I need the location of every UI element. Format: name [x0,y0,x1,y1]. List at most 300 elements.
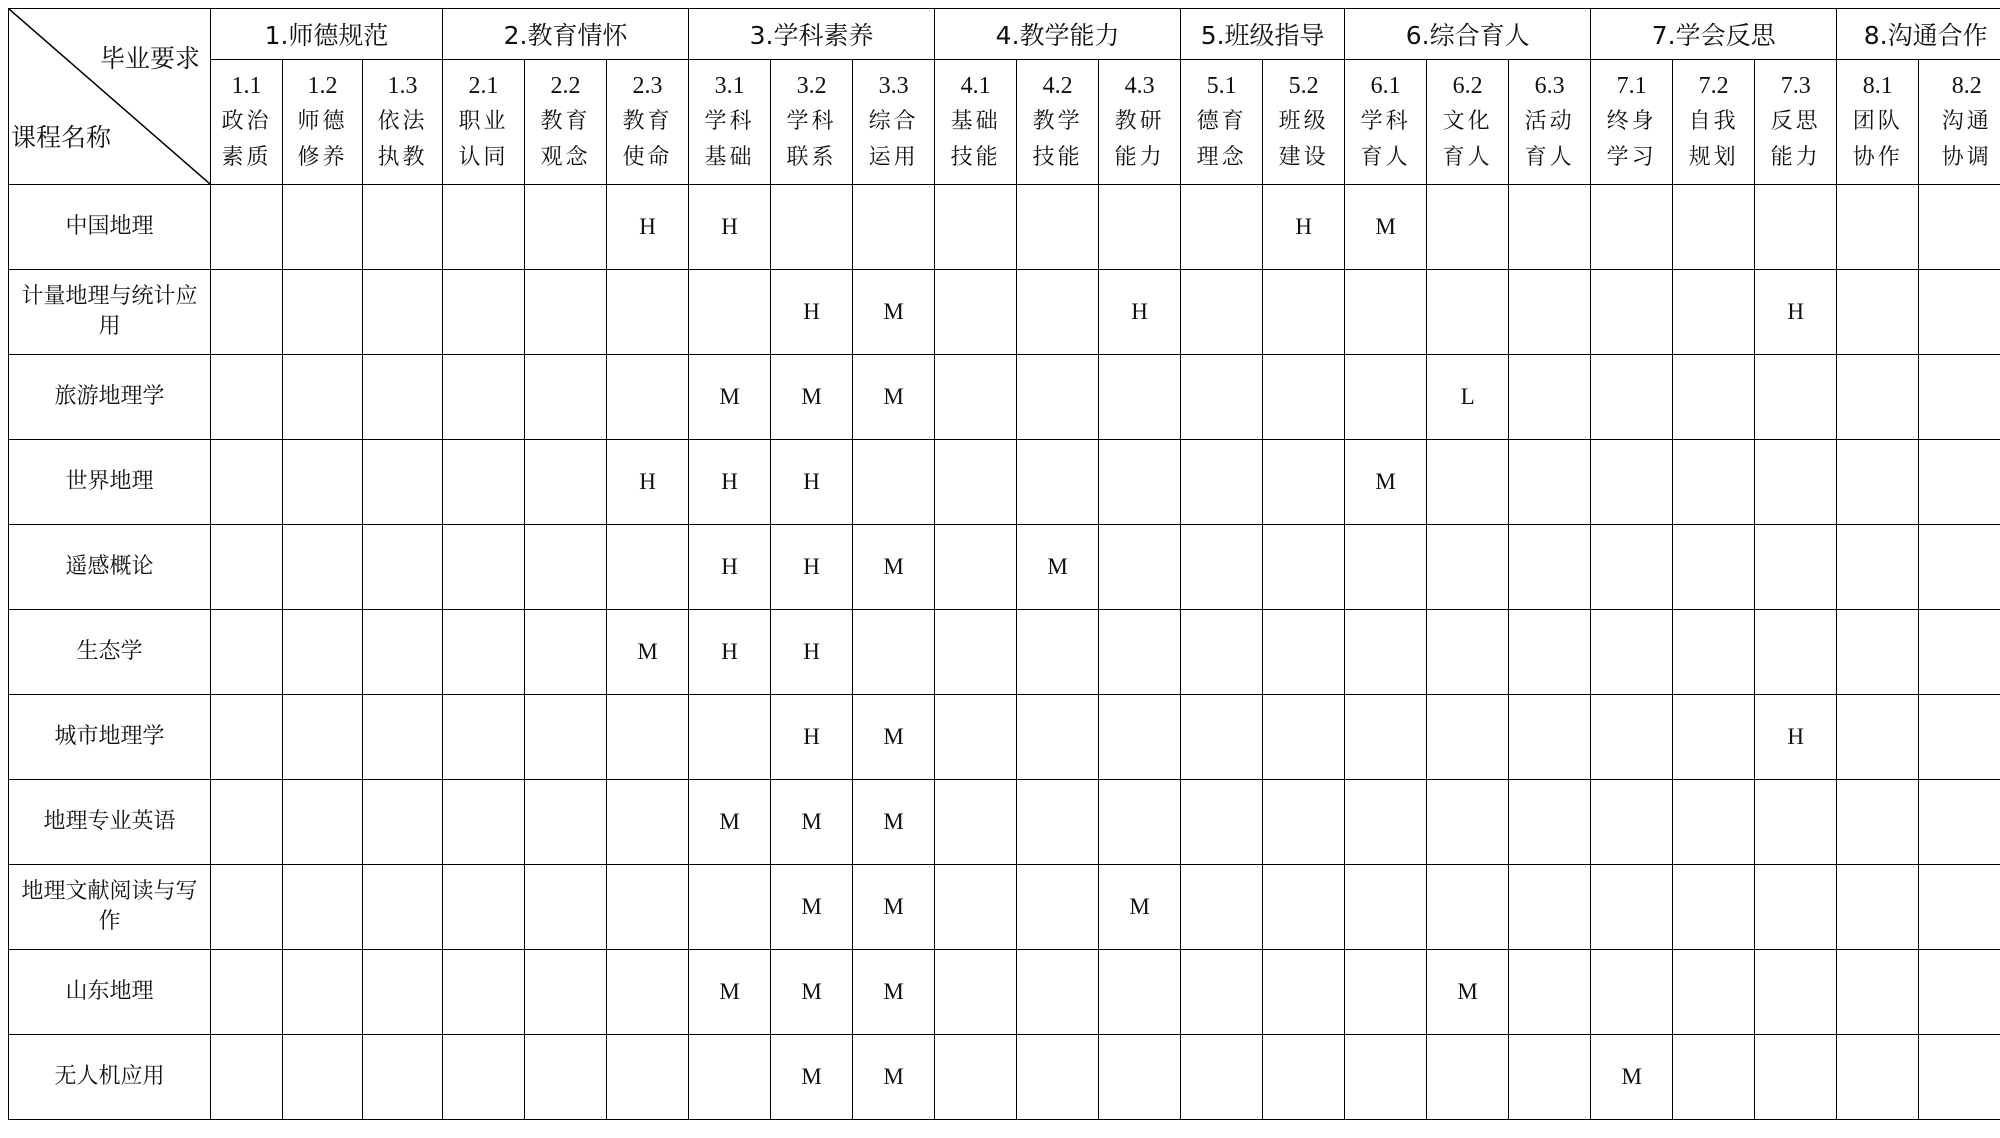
indicator-number: 3.1 [714,73,745,99]
support-level-cell [525,525,607,610]
support-level-cell [283,270,363,355]
indicator-name-line2: 修养 [297,145,348,170]
support-level-cell [607,780,689,865]
course-rows [9,185,2000,1120]
requirement-group-header: 1.师德规范 [211,9,443,60]
header-corner-cell [9,9,211,185]
indicator-number: 2.1 [468,73,499,99]
support-level-cell [1017,865,1099,950]
indicator-number: 5.2 [1288,73,1319,99]
support-level-cell [935,780,1017,865]
support-level-cell [1837,780,1919,865]
support-level-cell [1755,950,1837,1035]
support-level-cell [1509,185,1591,270]
indicator-name-line1: 依法 [377,109,428,134]
indicator-header [607,60,689,185]
support-level-cell: M [853,1035,935,1120]
requirement-group-header: 5.班级指导 [1181,9,1345,60]
support-level-cell [1755,355,1837,440]
support-level-cell: M [1017,525,1099,610]
table-row [9,355,2000,440]
support-level-cell [607,270,689,355]
support-level-cell: M [689,780,771,865]
support-level-cell [1017,355,1099,440]
support-level-cell [1673,1035,1755,1120]
support-level-cell [283,355,363,440]
indicator-number: 2.3 [632,73,663,99]
course-name-cell: 旅游地理学 [9,355,211,440]
indicator-header [443,60,525,185]
support-level-cell [607,355,689,440]
support-level-cell [443,185,525,270]
support-level-cell: M [607,610,689,695]
support-level-cell [1099,780,1181,865]
support-level-cell [525,1035,607,1120]
support-level-cell [1673,780,1755,865]
support-level-cell: M [853,695,935,780]
support-level-cell [1099,355,1181,440]
support-level-cell [283,610,363,695]
support-level-cell [1509,695,1591,780]
support-level-cell [1673,610,1755,695]
indicator-name-line1: 自我 [1688,109,1739,134]
support-level-cell [1345,610,1427,695]
support-level-cell [283,865,363,950]
indicator-header [1263,60,1345,185]
support-level-cell [1099,185,1181,270]
support-level-cell [525,440,607,525]
support-level-cell [1673,440,1755,525]
support-level-cell [1263,865,1345,950]
support-level-cell [1263,950,1345,1035]
support-level-cell [1591,525,1673,610]
indicator-header [1427,60,1509,185]
support-level-cell: M [853,865,935,950]
support-level-cell [1181,695,1263,780]
support-level-cell: M [689,950,771,1035]
support-level-cell [211,440,283,525]
support-level-cell [1509,865,1591,950]
indicator-name-line1: 德育 [1196,109,1247,134]
support-level-cell [363,185,443,270]
support-level-cell [443,270,525,355]
support-level-cell [443,440,525,525]
support-level-cell [283,950,363,1035]
support-level-cell [1591,695,1673,780]
support-level-cell [853,185,935,270]
indicator-name-line2: 建设 [1278,145,1329,170]
indicator-name-line1: 终身 [1606,109,1657,134]
table-row [9,525,2000,610]
support-level-cell [1263,270,1345,355]
support-level-cell [607,695,689,780]
support-level-cell [1673,950,1755,1035]
support-level-cell [1263,780,1345,865]
indicator-name-line1: 沟通 [1941,109,1992,134]
support-level-cell: M [1345,185,1427,270]
support-level-cell [1755,865,1837,950]
support-level-cell [689,1035,771,1120]
support-level-cell [363,1035,443,1120]
support-level-cell [1919,780,2000,865]
indicator-header [771,60,853,185]
requirement-group-header: 6.综合育人 [1345,9,1591,60]
indicator-header [1837,60,1919,185]
support-level-cell [1837,1035,1919,1120]
indicator-name-line2: 观念 [540,145,591,170]
indicator-name-line2: 协作 [1852,145,1903,170]
requirement-group-header: 7.学会反思 [1591,9,1837,60]
support-level-cell: H [771,695,853,780]
support-level-cell: H [607,185,689,270]
indicator-name-line1: 教育 [622,109,673,134]
support-level-cell [525,355,607,440]
support-level-cell [1099,950,1181,1035]
support-level-cell [1509,610,1591,695]
indicator-name-line1: 基础 [950,109,1001,134]
indicator-name-line1: 综合 [868,109,919,134]
indicator-name-line1: 学科 [704,109,755,134]
indicator-number: 8.2 [1951,73,1982,99]
support-level-cell [1345,270,1427,355]
document-page [8,8,2000,1120]
support-level-cell [1263,695,1345,780]
support-level-cell [1509,525,1591,610]
support-level-cell [1017,440,1099,525]
support-level-cell [1181,610,1263,695]
indicator-name-line1: 团队 [1852,109,1903,134]
indicator-name-line2: 育人 [1442,145,1493,170]
indicator-name-line2: 基础 [704,145,755,170]
support-level-cell [1181,355,1263,440]
course-name-cell: 地理文献阅读与写作 [9,865,211,950]
indicator-number: 7.2 [1698,73,1729,99]
support-level-cell [363,270,443,355]
support-level-cell [1427,1035,1509,1120]
support-level-cell [1017,780,1099,865]
indicator-name-line1: 教育 [540,109,591,134]
support-level-cell: H [771,610,853,695]
support-level-cell [1919,185,2000,270]
support-level-cell [1837,695,1919,780]
indicator-number: 1.3 [387,73,418,99]
support-level-cell [1509,950,1591,1035]
support-level-cell [1591,865,1673,950]
support-level-cell: L [1427,355,1509,440]
support-level-cell [1263,355,1345,440]
course-requirement-matrix [8,8,2000,1120]
support-level-cell [1509,440,1591,525]
support-level-cell [1017,950,1099,1035]
indicator-name-line1: 活动 [1524,109,1575,134]
indicator-name-line2: 技能 [950,145,1001,170]
indicator-name-line2: 认同 [458,145,509,170]
support-level-cell [211,865,283,950]
support-level-cell [935,950,1017,1035]
support-level-cell [283,185,363,270]
support-level-cell [443,695,525,780]
support-level-cell: H [689,610,771,695]
support-level-cell [1919,270,2000,355]
support-level-cell [1919,440,2000,525]
support-level-cell: H [771,440,853,525]
indicator-number: 4.2 [1042,73,1073,99]
support-level-cell [1919,1035,2000,1120]
indicator-name-line1: 文化 [1442,109,1493,134]
indicator-header [1017,60,1099,185]
support-level-cell [211,185,283,270]
indicator-name-line2: 使命 [622,145,673,170]
support-level-cell [211,695,283,780]
support-level-cell [1919,610,2000,695]
indicator-number: 1.1 [231,73,262,99]
support-level-cell [935,610,1017,695]
support-level-cell [1427,780,1509,865]
indicator-name-line2: 能力 [1114,145,1165,170]
support-level-cell [1427,610,1509,695]
indicator-number: 7.3 [1780,73,1811,99]
indicator-header [935,60,1017,185]
support-level-cell [1099,610,1181,695]
support-level-cell [525,185,607,270]
support-level-cell [211,355,283,440]
support-level-cell [1181,270,1263,355]
support-level-cell [443,355,525,440]
table-row [9,440,2000,525]
support-level-cell [1919,950,2000,1035]
support-level-cell [1017,1035,1099,1120]
support-level-cell [935,355,1017,440]
support-level-cell [1673,525,1755,610]
indicator-header [1755,60,1837,185]
requirement-group-header: 2.教育情怀 [443,9,689,60]
indicator-header [1673,60,1755,185]
support-level-cell [283,780,363,865]
indicator-name-line1: 学科 [1360,109,1411,134]
support-level-cell [1181,525,1263,610]
support-level-cell [363,440,443,525]
indicator-name-line1: 师德 [297,109,348,134]
support-level-cell [1181,950,1263,1035]
indicator-number: 7.1 [1616,73,1647,99]
table-row [9,1035,2000,1120]
indicator-number: 4.1 [960,73,991,99]
indicator-name-line2: 执教 [377,145,428,170]
indicator-row [9,60,2000,185]
indicator-name-line1: 学科 [786,109,837,134]
table-row [9,695,2000,780]
support-level-cell [211,525,283,610]
support-level-cell [1755,780,1837,865]
support-level-cell [1181,780,1263,865]
support-level-cell [1509,270,1591,355]
indicator-number: 3.2 [796,73,827,99]
support-level-cell [607,950,689,1035]
support-level-cell: H [689,185,771,270]
support-level-cell: M [771,780,853,865]
support-level-cell [1345,355,1427,440]
support-level-cell [443,1035,525,1120]
requirement-group-header: 8.沟通合作 [1837,9,2000,60]
indicator-name-line2: 联系 [786,145,837,170]
support-level-cell [935,1035,1017,1120]
course-name-cell: 计量地理与统计应用 [9,270,211,355]
indicator-number: 5.1 [1206,73,1237,99]
support-level-cell [1591,270,1673,355]
support-level-cell [1345,780,1427,865]
support-level-cell [1837,355,1919,440]
support-level-cell [1837,610,1919,695]
support-level-cell: M [771,355,853,440]
support-level-cell [1509,1035,1591,1120]
support-level-cell [1181,1035,1263,1120]
indicator-header [1591,60,1673,185]
support-level-cell: H [1755,270,1837,355]
indicator-name-line2: 育人 [1360,145,1411,170]
indicator-number: 3.3 [878,73,909,99]
course-name-cell: 世界地理 [9,440,211,525]
support-level-cell [935,695,1017,780]
indicator-header [363,60,443,185]
support-level-cell [1837,950,1919,1035]
support-level-cell [1673,865,1755,950]
support-level-cell [935,185,1017,270]
support-level-cell: M [771,865,853,950]
indicator-name-line1: 政治 [221,109,272,134]
table-row [9,950,2000,1035]
indicator-name-line2: 能力 [1770,145,1821,170]
support-level-cell [1017,695,1099,780]
indicator-number: 1.2 [307,73,338,99]
support-level-cell [1591,355,1673,440]
support-level-cell [363,610,443,695]
indicator-name-line2: 育人 [1524,145,1575,170]
support-level-cell [689,695,771,780]
support-level-cell [211,780,283,865]
support-level-cell: H [1755,695,1837,780]
indicator-name-line2: 规划 [1688,145,1739,170]
support-level-cell [1509,355,1591,440]
support-level-cell [525,780,607,865]
support-level-cell: H [1263,185,1345,270]
support-level-cell [1509,780,1591,865]
support-level-cell: H [1099,270,1181,355]
support-level-cell [1263,610,1345,695]
support-level-cell [1345,695,1427,780]
support-level-cell [211,950,283,1035]
support-level-cell [935,525,1017,610]
support-level-cell [211,610,283,695]
support-level-cell [1755,440,1837,525]
support-level-cell: M [771,1035,853,1120]
indicator-header [1099,60,1181,185]
support-level-cell: M [1345,440,1427,525]
support-level-cell [1919,355,2000,440]
support-level-cell [1755,185,1837,270]
indicator-number: 4.3 [1124,73,1155,99]
indicator-header [1345,60,1427,185]
indicator-name-line1: 教研 [1114,109,1165,134]
support-level-cell [363,865,443,950]
support-level-cell: M [853,525,935,610]
support-level-cell [1181,185,1263,270]
support-level-cell [1427,270,1509,355]
support-level-cell [363,950,443,1035]
support-level-cell [443,780,525,865]
support-level-cell [443,865,525,950]
requirement-group-row [9,9,2000,60]
table-row [9,270,2000,355]
support-level-cell [689,270,771,355]
support-level-cell [1099,1035,1181,1120]
support-level-cell [283,525,363,610]
indicator-header [211,60,283,185]
indicator-header [689,60,771,185]
support-level-cell [525,610,607,695]
support-level-cell [1427,695,1509,780]
support-level-cell: H [689,525,771,610]
support-level-cell [689,865,771,950]
support-level-cell [1345,525,1427,610]
support-level-cell [443,610,525,695]
support-level-cell [1673,695,1755,780]
course-name-cell: 无人机应用 [9,1035,211,1120]
support-level-cell [283,440,363,525]
course-name-cell: 地理专业英语 [9,780,211,865]
table-row [9,865,2000,950]
support-level-cell [1181,865,1263,950]
indicator-name-line1: 职业 [458,109,509,134]
support-level-cell: M [853,270,935,355]
support-level-cell [1427,185,1509,270]
support-level-cell [1755,525,1837,610]
graduation-requirements-label: 毕业要求 [99,44,200,73]
support-level-cell [1837,525,1919,610]
support-level-cell: M [853,780,935,865]
table-row [9,185,2000,270]
support-level-cell: H [771,525,853,610]
support-level-cell [607,1035,689,1120]
support-level-cell [1099,695,1181,780]
support-level-cell [853,440,935,525]
support-level-cell [1919,695,2000,780]
support-level-cell: M [1427,950,1509,1035]
support-level-cell [1099,440,1181,525]
support-level-cell: M [853,355,935,440]
corner-diagonal-line [9,9,210,184]
support-level-cell [525,865,607,950]
support-level-cell [1755,610,1837,695]
support-level-cell: M [853,950,935,1035]
support-level-cell: M [689,355,771,440]
indicator-number: 8.1 [1862,73,1893,99]
support-level-cell [1673,185,1755,270]
support-level-cell [1591,780,1673,865]
support-level-cell [1591,185,1673,270]
support-level-cell: H [771,270,853,355]
support-level-cell [935,865,1017,950]
course-name-cell: 城市地理学 [9,695,211,780]
support-level-cell [211,1035,283,1120]
support-level-cell [935,440,1017,525]
indicator-name-line2: 学习 [1606,145,1657,170]
support-level-cell: H [689,440,771,525]
indicator-number: 2.2 [550,73,581,99]
support-level-cell [1673,355,1755,440]
support-level-cell [1017,270,1099,355]
support-level-cell [525,695,607,780]
indicator-name-line2: 技能 [1032,145,1083,170]
